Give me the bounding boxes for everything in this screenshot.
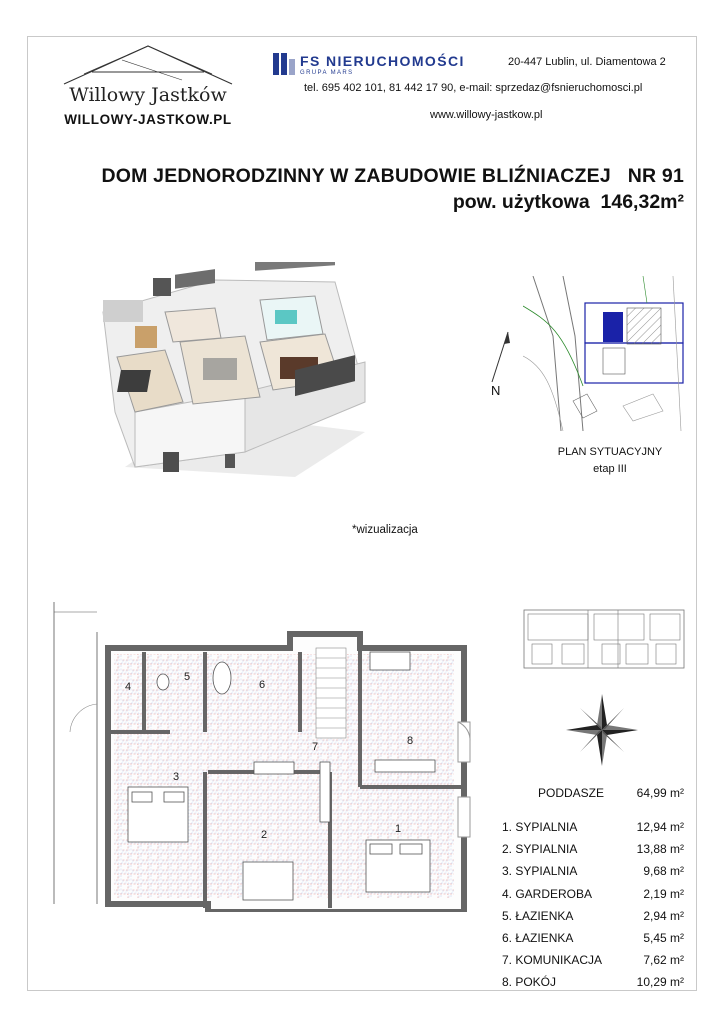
room-row: [502, 820, 684, 842]
site-plan-map: [523, 276, 688, 431]
room-area: 5,45 m²: [643, 930, 684, 945]
room-area: 2,19 m²: [643, 886, 684, 901]
site-north-label: N: [491, 383, 501, 398]
room-area: 13,88 m²: [636, 842, 684, 857]
brand-url: WILLOWY-JASTKOW.PL: [64, 112, 232, 127]
page-title: DOM JEDNORODZINNY W ZABUDOWIE BLIŹNIACZEJ NR 91: [101, 165, 684, 187]
room-row: [502, 909, 684, 931]
room-number-1: 1: [394, 823, 402, 835]
site-plan-title: PLAN SYTUACYJNY: [557, 446, 663, 458]
visualization-caption: *wizualizacja: [352, 524, 418, 536]
room-area: 2,94 m²: [643, 908, 684, 923]
room-name: 1. SYPIALNIA: [502, 820, 578, 834]
room-name: 3. SYPIALNIA: [502, 864, 578, 879]
company-website[interactable]: www.willowy-jastkow.pl: [430, 109, 543, 121]
room-number-3: 3: [172, 771, 180, 783]
company-group: GRUPA MARS: [300, 70, 354, 76]
visualization-render: [95, 262, 370, 482]
company-name: FS NIERUCHOMOŚCI: [300, 53, 465, 69]
room-row: [502, 842, 684, 864]
room-area: 9,68 m²: [643, 864, 684, 879]
room-row: [502, 975, 684, 997]
room-name: 4. GARDEROBA: [502, 886, 593, 901]
brand-name: Willowy Jastków: [69, 84, 227, 106]
room-area: 12,94 m²: [636, 820, 684, 834]
building-elevation-thumbnail: [522, 608, 687, 672]
floor-area-value: 64,99 m²: [636, 786, 684, 800]
floor-label: PODDASZE: [538, 786, 605, 800]
room-name: 5. ŁAZIENKA: [502, 908, 574, 923]
house-roof-logo: [62, 44, 234, 86]
company-address: 20-447 Lublin, ul. Diamentowa 2: [508, 56, 666, 68]
room-row: [502, 887, 684, 909]
usable-area-subtitle: pow. użytkowa 146,32m²: [452, 191, 684, 213]
room-name: 8. POKÓJ: [502, 975, 557, 990]
room-name: 2. SYPIALNIA: [502, 842, 578, 857]
north-arrow-icon: [488, 330, 512, 384]
room-row: [502, 931, 684, 953]
room-row: [502, 864, 684, 886]
company-contact: tel. 695 402 101, 81 442 17 90, e-mail: sprzedaz@fsnieruchomosci.pl: [304, 82, 643, 94]
room-name: 7. KOMUNIKACJA: [502, 953, 603, 968]
room-area-list: [502, 820, 684, 998]
room-row: [502, 953, 684, 975]
company-logo-icon: [273, 53, 295, 75]
floor-plan: [40, 582, 480, 912]
room-number-5: 5: [183, 671, 191, 683]
room-number-7: 7: [311, 741, 319, 753]
room-area: 7,62 m²: [643, 953, 684, 968]
room-number-2: 2: [260, 829, 268, 841]
site-plan-stage: etap III: [593, 463, 627, 475]
room-name: 6. ŁAZIENKA: [502, 930, 574, 945]
room-number-6: 6: [258, 679, 266, 691]
compass-rose-icon: [562, 690, 642, 770]
room-number-8: 8: [406, 735, 414, 747]
room-area: 10,29 m²: [636, 975, 684, 990]
room-number-4: 4: [124, 681, 132, 693]
